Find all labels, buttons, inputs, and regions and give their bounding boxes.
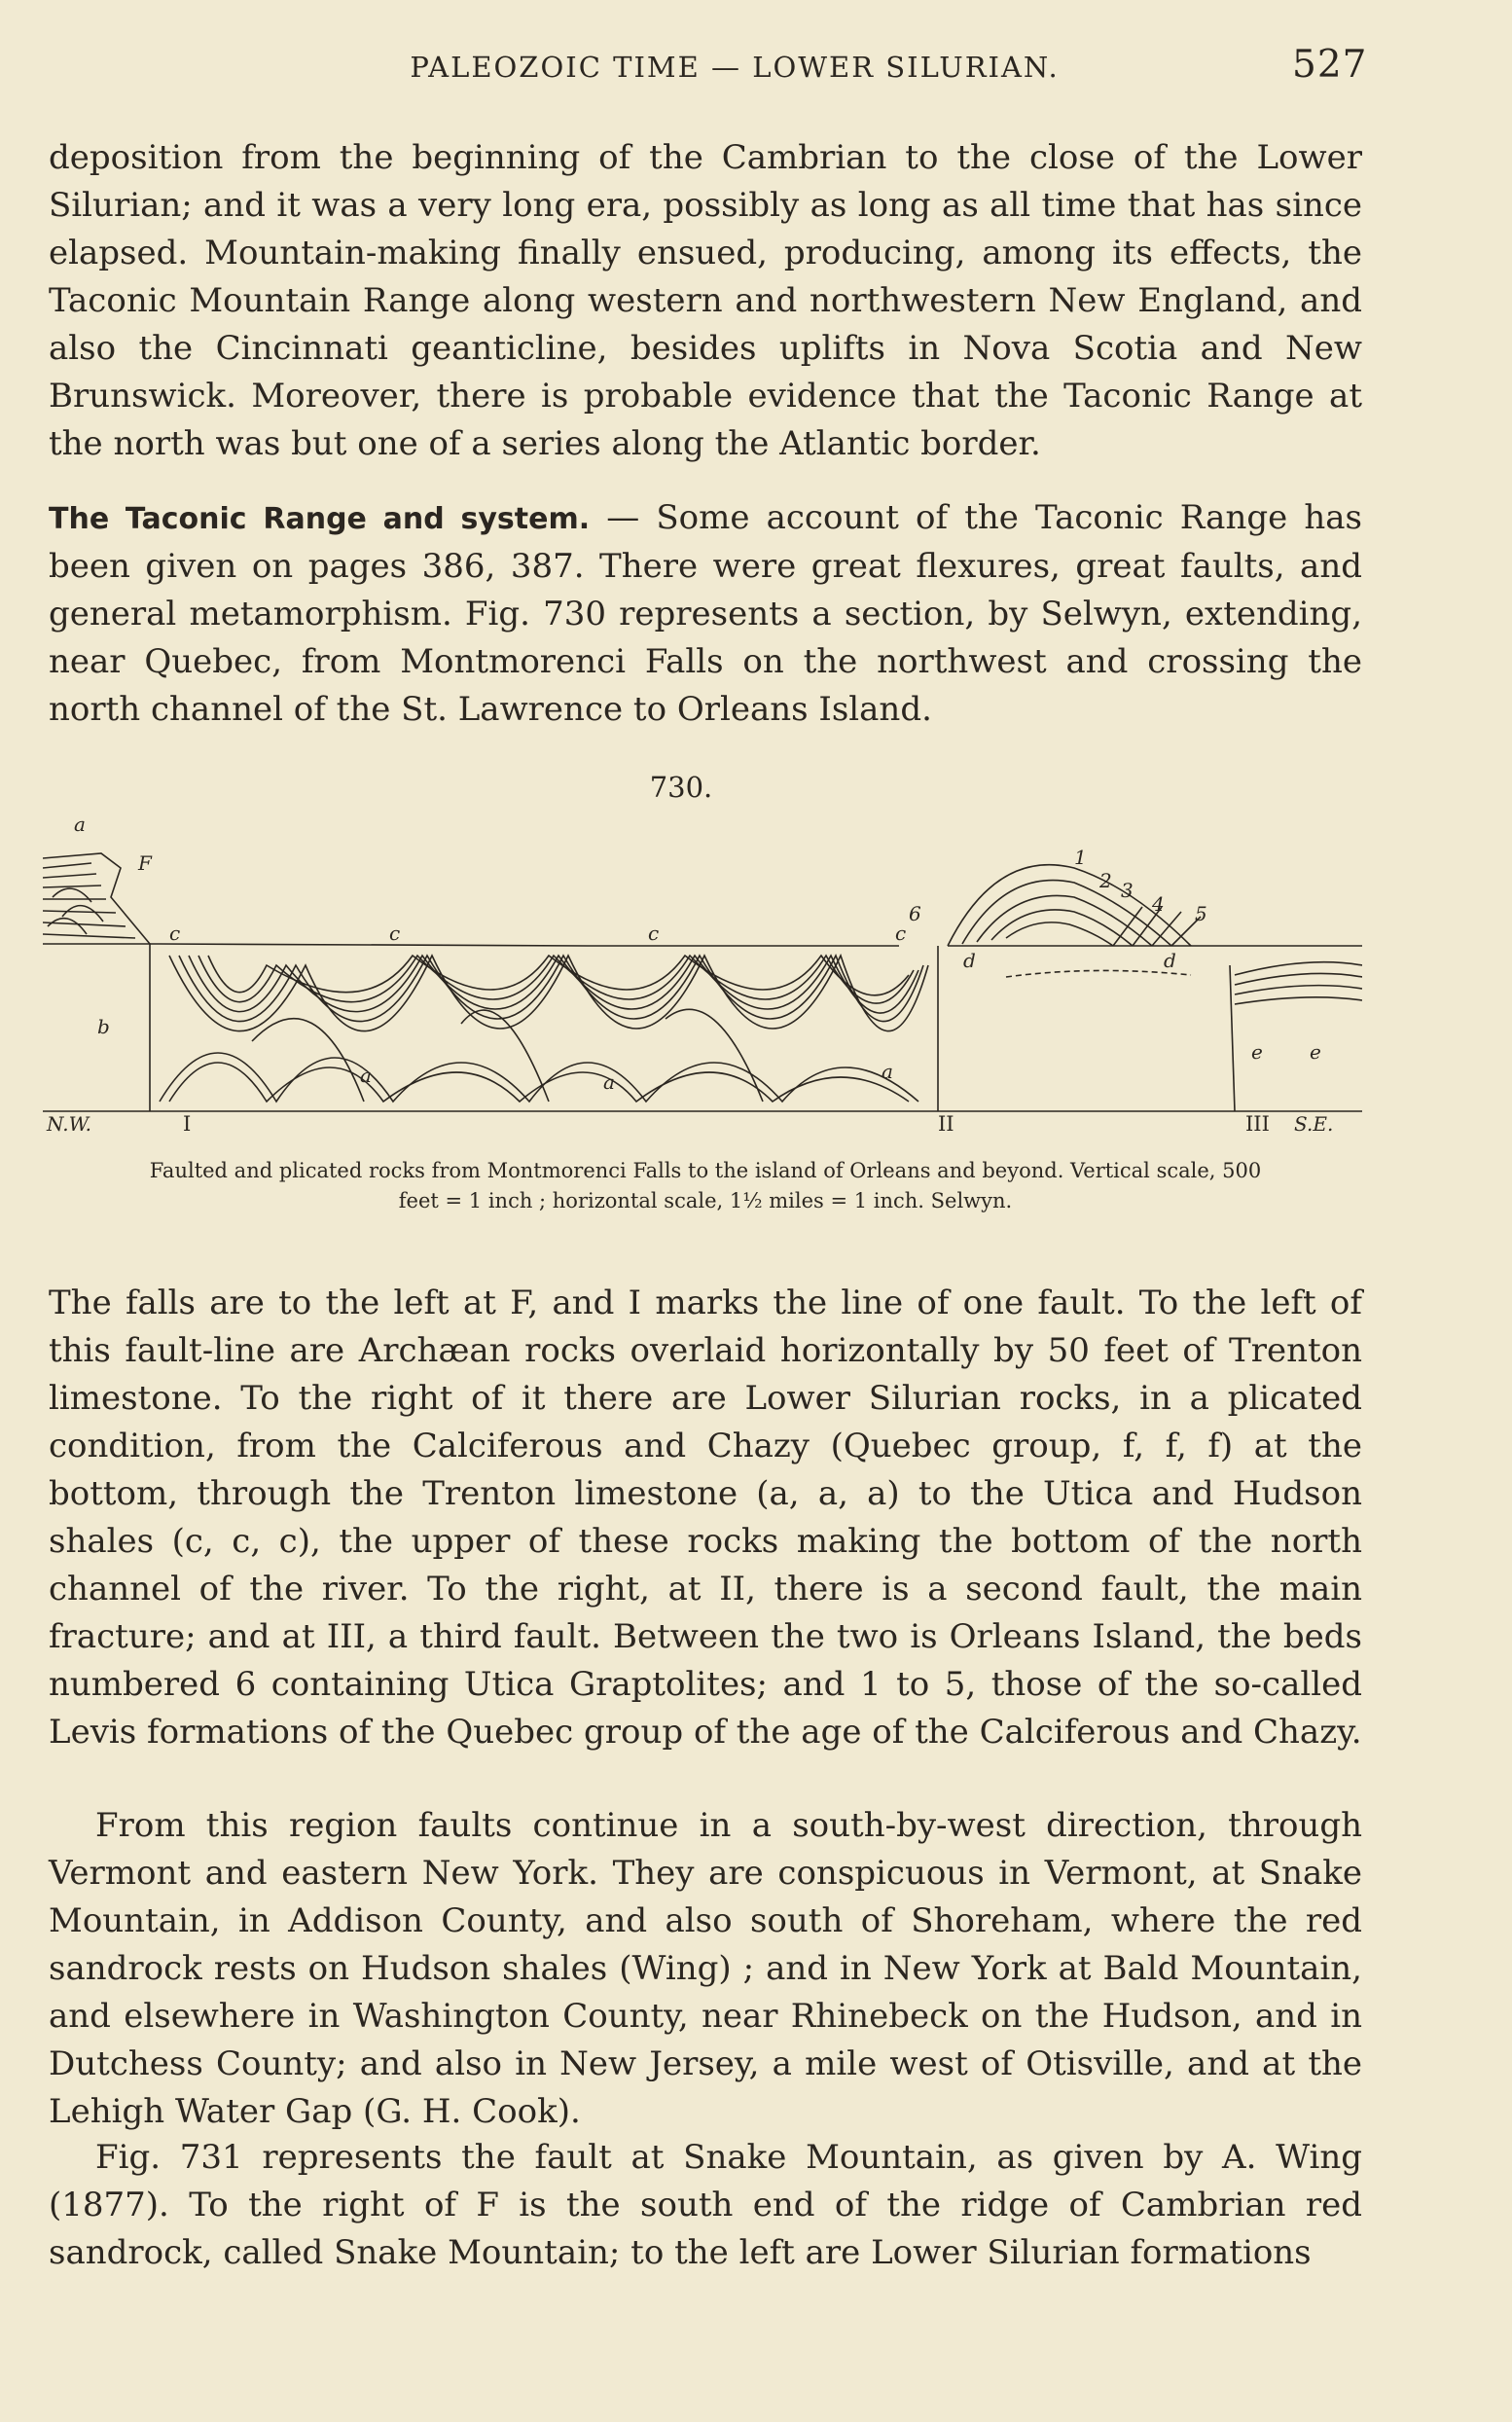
- label-6: 6: [909, 902, 921, 925]
- orleans-island-beds: [948, 865, 1201, 977]
- label-se: S.E.: [1294, 1112, 1334, 1133]
- fault-line-III: [1230, 965, 1235, 1111]
- label-c: c: [169, 922, 181, 945]
- paragraph-5: Fig. 731 represents the fault at Snake Mountain, as given by A. Wing (1877). To the right of F is the south end of the ridge of Cambrian red sandrock, called Snake Mountain; to the left are Lower Silurian formations: [49, 2138, 1362, 2272]
- label-c: c: [648, 922, 660, 945]
- label-fault-III: III: [1245, 1112, 1270, 1133]
- label-b: b: [97, 1015, 110, 1038]
- label-3: 3: [1121, 879, 1134, 902]
- label-c: c: [895, 922, 907, 945]
- geological-section-figure: [43, 810, 1362, 1133]
- label-e: e: [1310, 1040, 1321, 1064]
- label-F: F: [138, 851, 152, 875]
- label-e: e: [1251, 1040, 1263, 1064]
- label-c: c: [389, 922, 401, 945]
- label-2: 2: [1099, 869, 1112, 892]
- label-fault-II: II: [938, 1112, 954, 1133]
- paragraph-4: From this region faults continue in a south-by-west direction, through Vermont and eastern New York. They are conspicuous in Vermont, at Snake Mountain, in Addison County, and also south of Shoreham, where the red sandrock rests on Hudson shales (Wing) ; and in New York at Bald Mountain, and elsewhere in Washington County, near Rhinebeck on the Hudson, and in Dutchess County; and also in New Jersey, a mile west of Otisville, and at the Lehigh Water Gap (G. H. Cook).: [49, 1806, 1362, 2131]
- label-a: a: [882, 1060, 893, 1083]
- section-heading: The Taconic Range and system.: [49, 502, 591, 536]
- label-4: 4: [1152, 892, 1165, 916]
- running-head: PALEOZOIC TIME — LOWER SILURIAN.: [410, 51, 1060, 84]
- figure-caption: [49, 1156, 1362, 1216]
- caption-line-2: feet = 1 inch ; horizontal scale, 1½ miles = 1 inch. Selwyn.: [398, 1189, 1013, 1212]
- label-d: d: [963, 949, 976, 972]
- label-d: d: [1164, 949, 1176, 972]
- paragraph-2: [49, 494, 1362, 734]
- page-number: 527: [1292, 43, 1368, 87]
- label-a: a: [360, 1064, 372, 1087]
- paragraph-1: deposition from the beginning of the Cambrian to the close of the Lower Silurian; and it was a very long era, possibly as long as all time that has since elapsed. Mountain-making finally ensued, producing, among its effects, the Taconic Mountain Range along western and northwestern New England, and also the Cincinnati geanticline, besides uplifts in Nova Scotia and New Brunswick. Moreover, there is probable evidence that the Taconic Range at the north was but one of a series along the Atlantic border.: [49, 138, 1362, 463]
- right-side-beds: [1235, 962, 1362, 1004]
- label-nw: N.W.: [47, 1112, 91, 1133]
- label-a-top: a: [74, 813, 86, 836]
- label-5: 5: [1195, 902, 1207, 925]
- caption-line-1: Faulted and plicated rocks from Montmorenci Falls to the island of Orleans and beyond. Vertical scale, 500: [149, 1159, 1262, 1182]
- figure-number: 730.: [649, 771, 713, 804]
- label-fault-I: I: [183, 1112, 192, 1133]
- paragraph-2-body: — Some account of the Taconic Range has been given on pages 386, 387. There were great flexures, great faults, and general metamorphism. Fig. 730 represents a section, by Selwyn, extending, near Quebec, from Montmorenci Falls on the northwest and crossing the north channel of the St. Lawrence to Orleans Island.: [49, 498, 1362, 729]
- label-1: 1: [1074, 846, 1087, 869]
- label-a: a: [603, 1070, 615, 1094]
- paragraph-3: The falls are to the left at F, and I marks the line of one fault. To the left of this fault-line are Archæan rocks overlaid horizontally by 50 feet of Trenton limestone. To the right of it there are Lower Silurian rocks, in a plicated condition, from the Calciferous and Chazy (Quebec group, f, f, f) at the bottom, through the Trenton limestone (a, a, a) to the Utica and Hudson shales (c, c, c), the upper of these rocks making the bottom of the north channel of the river. To the right, at II, there is a second fault, the main fracture; and at III, a third fault. Between the two is Orleans Island, the beds numbered 6 containing Utica Graptolites; and 1 to 5, those of the so-called Levis formations of the Quebec group of the age of the Calciferous and Chazy.: [49, 1283, 1362, 1752]
- plicated-folds: [160, 956, 928, 1102]
